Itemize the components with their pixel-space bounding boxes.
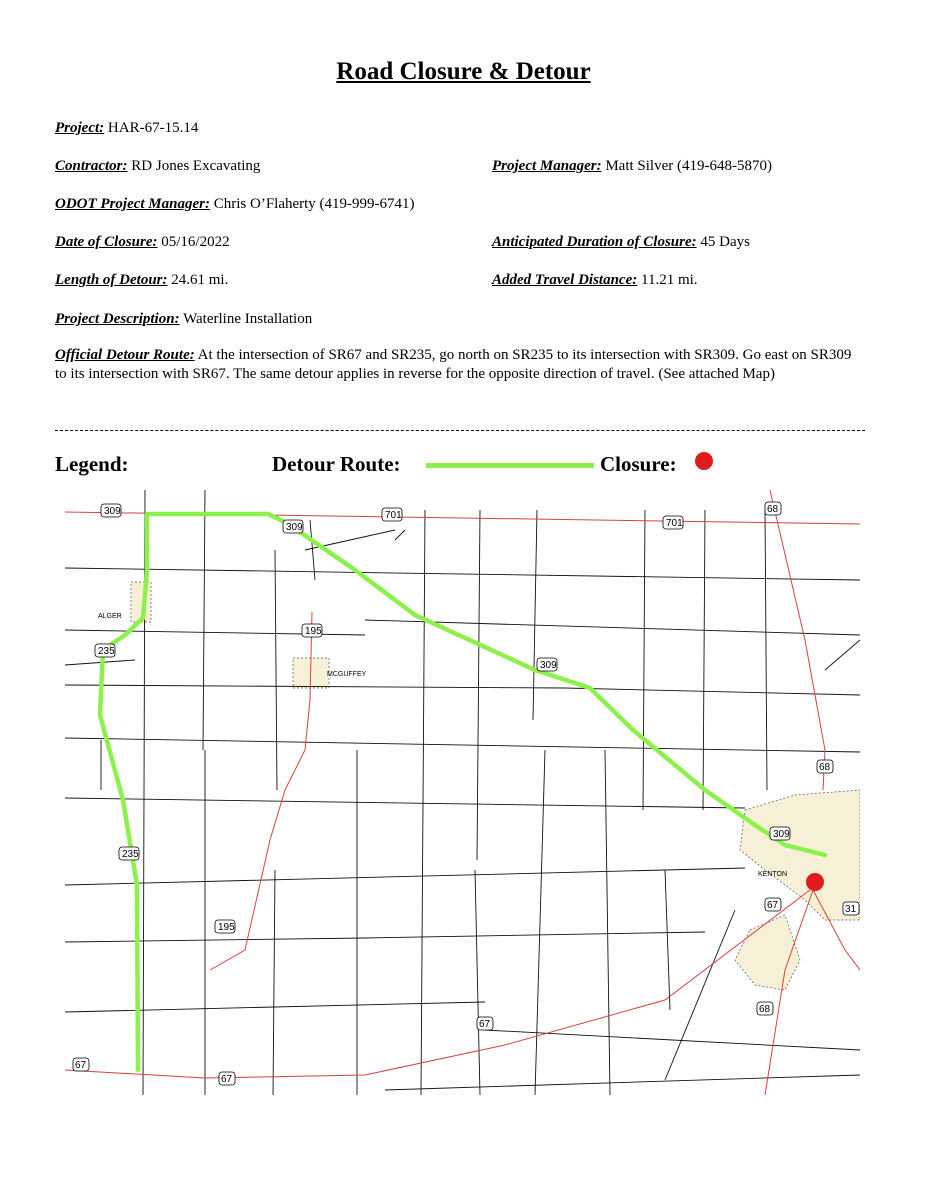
- contractor-value: RD Jones Excavating: [131, 158, 261, 174]
- shield-701-west-text: 701: [385, 510, 402, 521]
- detour-route-text: At the intersection of SR67 and SR235, go north on SR235 to its intersection with SR309. Go east on SR309 to its intersection with SR67. The same detour applies in reverse for the opposite direction of travel. (See attached Map): [55, 347, 852, 382]
- shield-309-west-text: 309: [104, 506, 121, 517]
- added-distance-value: 11.21 mi.: [641, 272, 698, 288]
- shield-67-far-west-text: 67: [75, 1060, 87, 1071]
- town-label-mcguffey: MCGUFFEY: [327, 671, 367, 678]
- contractor-field: [55, 158, 260, 175]
- shield-309-mid-text: 309: [286, 522, 303, 533]
- shield-309-east-text: 309: [540, 660, 557, 671]
- legend-title: Legend:: [55, 452, 129, 476]
- date-of-closure-value: 05/16/2022: [161, 234, 230, 250]
- shield-67-mid-text: 67: [479, 1019, 491, 1030]
- shield-235-south-text: 235: [122, 849, 139, 860]
- project-manager-label: Project Manager:: [492, 158, 602, 174]
- length-of-detour-label: Length of Detour:: [55, 272, 168, 288]
- town-areas: [131, 582, 860, 990]
- legend-detour-label: Detour Route:: [272, 452, 401, 476]
- shield-31-text: 31: [845, 904, 857, 915]
- date-of-closure-field: [55, 234, 230, 251]
- odot-manager-field: [55, 196, 415, 213]
- town-label-kenton: KENTON: [758, 871, 788, 878]
- duration-field: [492, 234, 750, 251]
- kenton-south-area: [735, 915, 800, 990]
- legend-detour-line: [426, 463, 594, 468]
- contractor-label: Contractor:: [55, 158, 128, 174]
- added-distance-field: [492, 272, 698, 289]
- closure-marker: [806, 873, 824, 891]
- dashed-divider: [55, 430, 865, 431]
- project-manager-value: Matt Silver (419-648-5870): [605, 158, 772, 174]
- route-shields: [73, 502, 859, 1085]
- added-distance-label: Added Travel Distance:: [492, 272, 638, 288]
- shield-309-kenton-text: 309: [773, 829, 790, 840]
- state-roads: [65, 490, 860, 1095]
- shield-67-west-text: 67: [221, 1074, 233, 1085]
- date-of-closure-label: Date of Closure:: [55, 234, 158, 250]
- shield-68-south-text: 68: [759, 1004, 771, 1015]
- town-label-alger: ALGER: [98, 613, 122, 620]
- shield-67-east-text: 67: [767, 900, 779, 911]
- kenton-area: [740, 790, 860, 920]
- shield-195-south-text: 195: [218, 922, 235, 933]
- description-field: [55, 311, 312, 328]
- project-label: Project:: [55, 120, 105, 136]
- map-svg: [65, 490, 860, 1095]
- legend-closure-label: Closure:: [600, 452, 677, 476]
- shield-235-north-text: 235: [98, 646, 115, 657]
- project-value: HAR-67-15.14: [107, 120, 199, 136]
- odot-manager-label: ODOT Project Manager:: [55, 196, 210, 212]
- page-title: Road Closure & Detour: [336, 58, 591, 85]
- length-of-detour-field: [55, 272, 228, 289]
- legend-closure-dot: [695, 452, 713, 470]
- project-field: [55, 120, 198, 137]
- duration-label: Anticipated Duration of Closure:: [492, 234, 697, 250]
- legend: [55, 452, 865, 478]
- project-manager-field: [492, 158, 772, 175]
- shield-701-east-text: 701: [666, 518, 683, 529]
- detour-route-line: [100, 514, 825, 1070]
- detour-route-paragraph: [55, 346, 865, 384]
- length-of-detour-value: 24.61 mi.: [171, 272, 229, 288]
- description-value: Waterline Installation: [183, 311, 313, 327]
- shield-68-mid-text: 68: [819, 762, 831, 773]
- description-label: Project Description:: [55, 311, 180, 327]
- shield-195-north-text: 195: [305, 626, 322, 637]
- detour-route-label: Official Detour Route:: [55, 347, 195, 363]
- shield-68-north-text: 68: [767, 504, 779, 515]
- detour-map: [65, 490, 860, 1095]
- odot-manager-value: Chris O’Flaherty (419-999-6741): [213, 196, 415, 212]
- county-roads: [65, 490, 860, 1095]
- duration-value: 45 Days: [700, 234, 750, 250]
